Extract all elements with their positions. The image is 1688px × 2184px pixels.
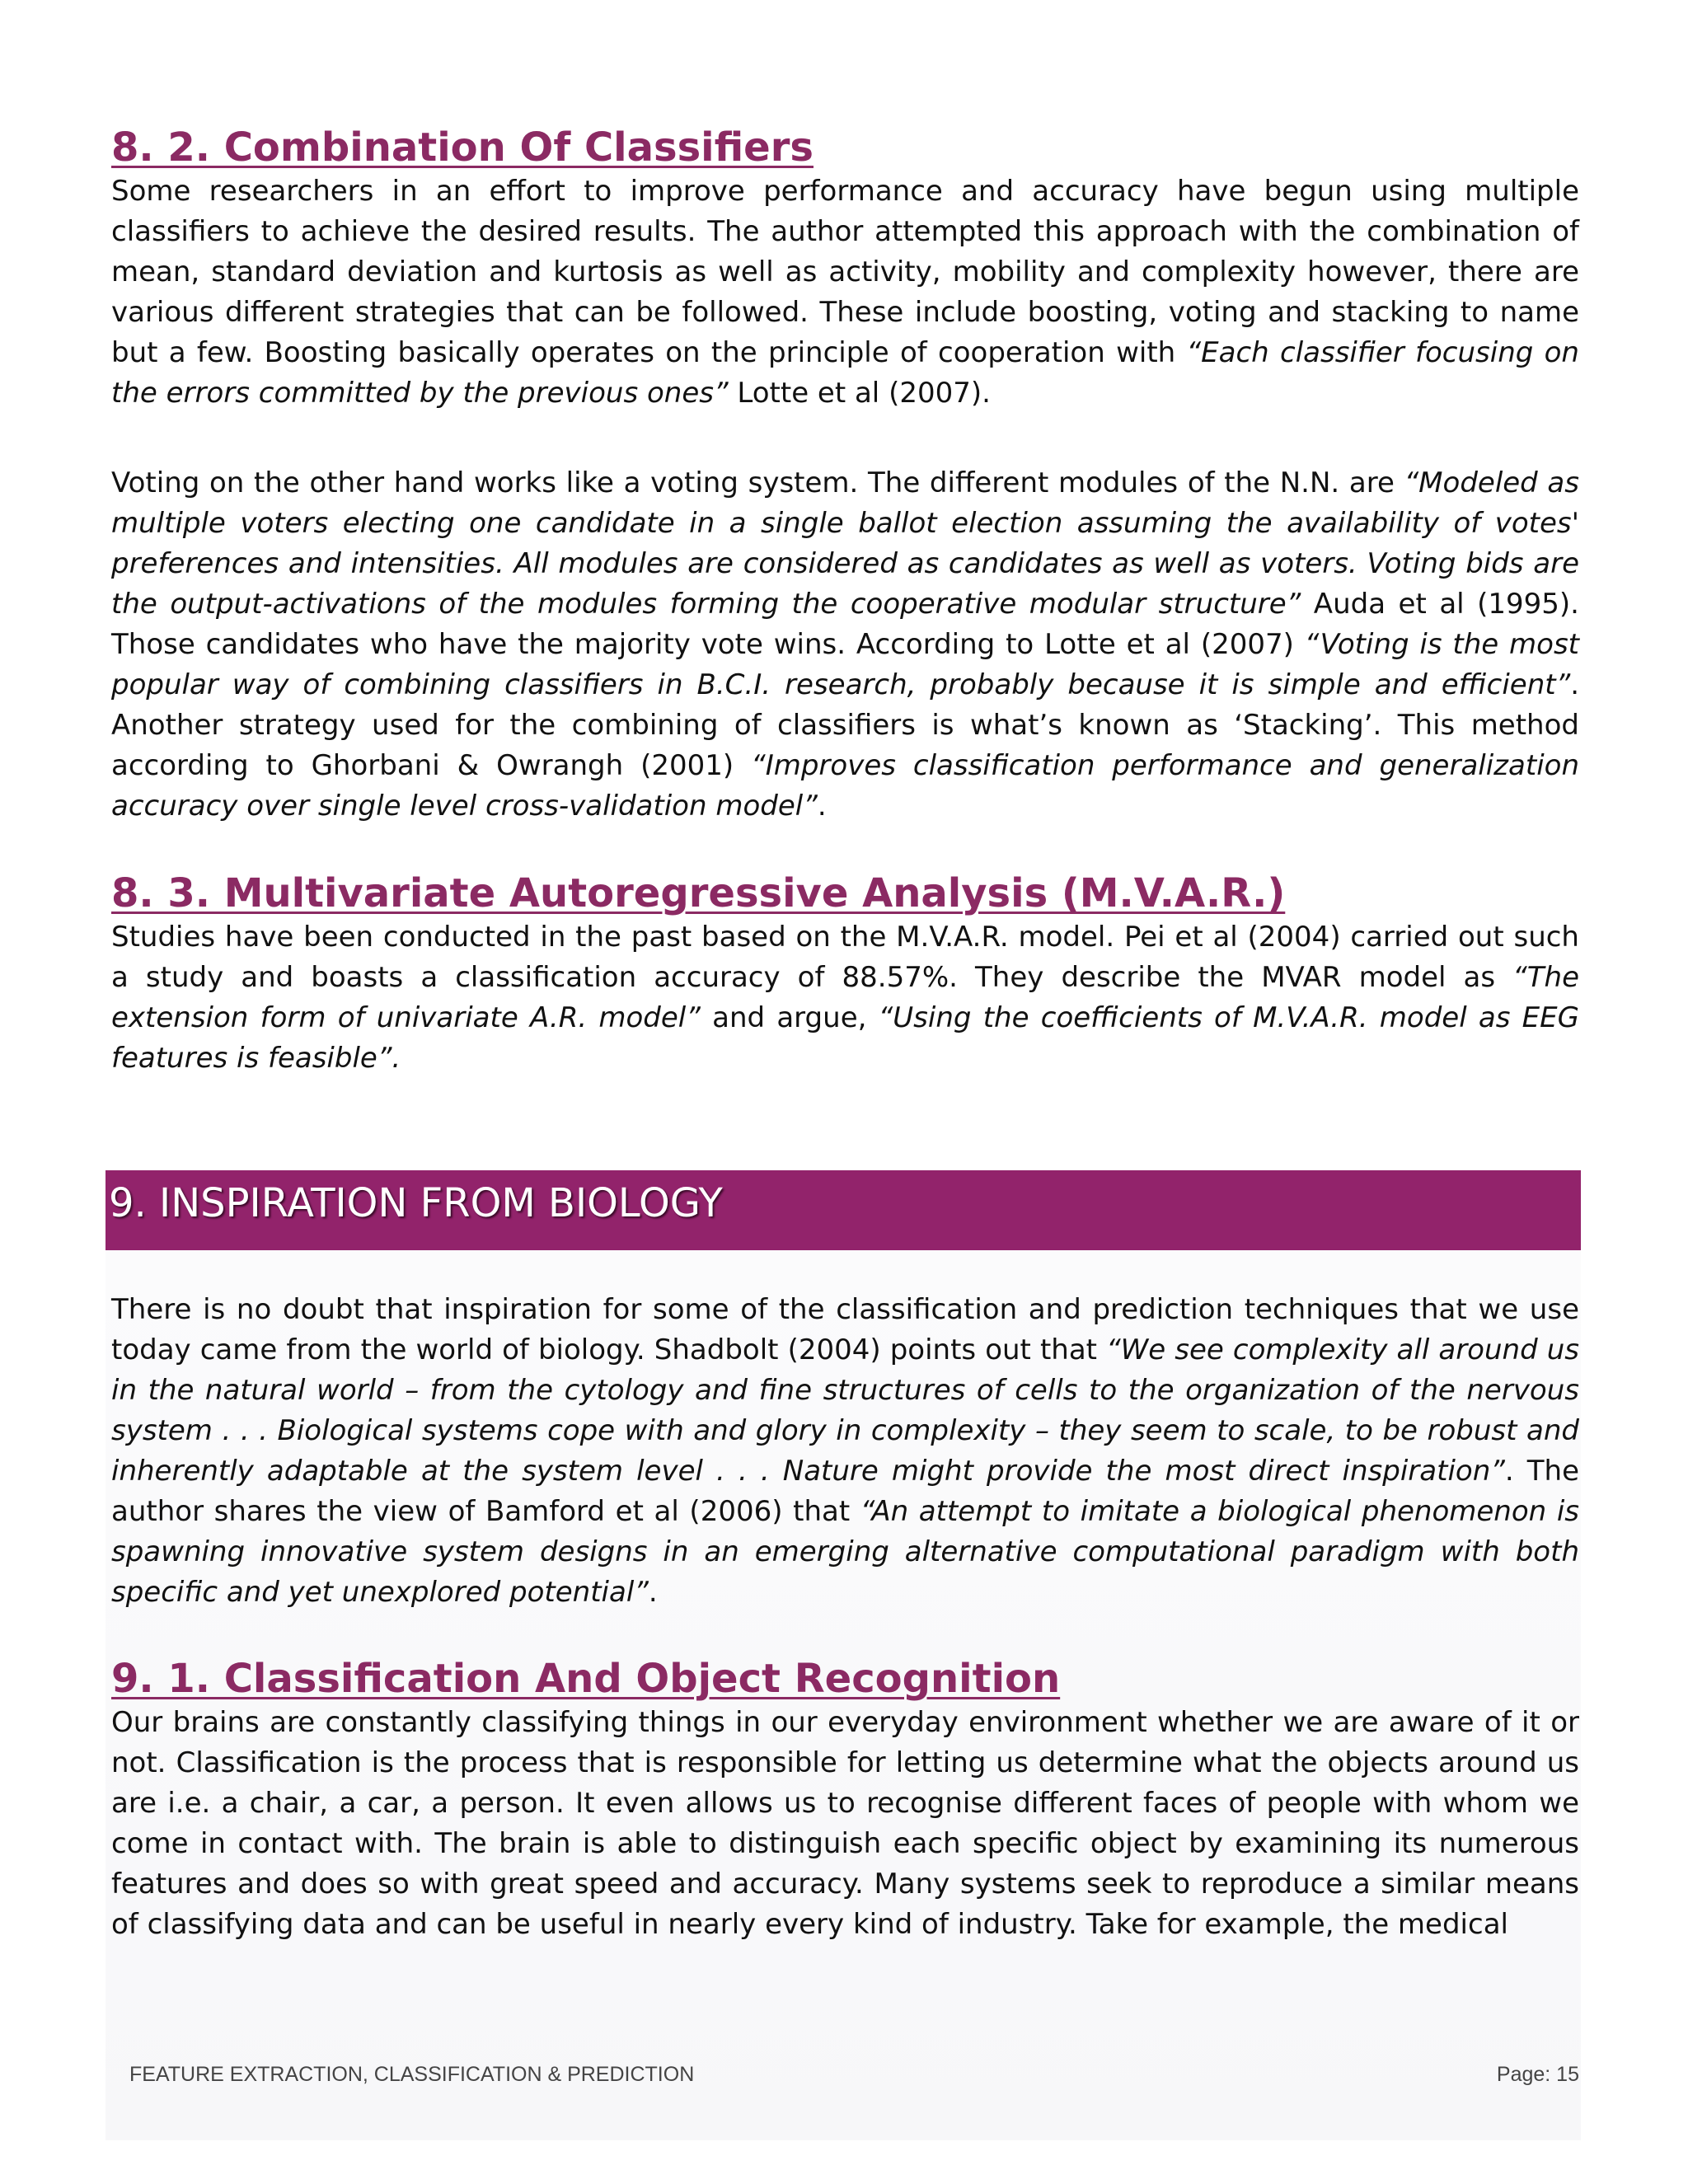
section-8-2-heading: 8. 2. Combination Of Classifiers bbox=[111, 124, 814, 171]
section-9-title: 9. INSPIRATION FROM BIOLOGY bbox=[109, 1180, 723, 1226]
section-9-paragraph: There is no doubt that inspiration for some of the classification and prediction techniques that we use today came from the world of biology. Shadbolt (2004) points out that “We see complexity all around us in the natural world – from the cytology and fine structures of cells to the organization of the nervous system . . . Biological systems cope with and glory in complexity – they seem to scale, to be robust and inherently adaptable at the system level . . . Nature might provide the most direct inspiration”. The author shares the view of Bamford et al (2006) that “An attempt to imitate a biological phenomenon is spawning innovative system designs in an emerging alternative computational paradigm with both specific and yet unexplored potential”. bbox=[111, 1293, 1579, 1609]
quote: “Improves classification performance and generalization accuracy over single level cross-validation model” bbox=[111, 749, 1579, 823]
section-8-3 bbox=[111, 869, 1579, 1079]
quote: “An attempt to imitate a biological phenomenon is spawning innovative system designs in an emerging alternative computational paradigm with both specific and yet unexplored potential” bbox=[111, 1495, 1579, 1609]
footer-title: FEATURE EXTRACTION, CLASSIFICATION & PREDICTION bbox=[129, 2063, 695, 2086]
section-8-3-paragraph: Studies have been conducted in the past based on the M.V.A.R. model. Pei et al (2004) carried out such a study and boasts a classification accuracy of 88.57%. They describe the MVAR model as “The extension form of univariate A.R. model” and argue, “Using the coefficients of M.V.A.R. model as EEG features is feasible”. bbox=[111, 921, 1579, 1075]
section-8-2 bbox=[111, 124, 1579, 414]
section-9-banner bbox=[106, 1170, 1581, 1250]
section-9-1 bbox=[111, 1655, 1579, 1945]
section-8-3-heading: 8. 3. Multivariate Autoregressive Analysis (M.V.A.R.) bbox=[111, 870, 1286, 916]
section-8-2-paragraph-1: Some researchers in an effort to improve performance and accuracy have begun using multiple classifiers to achieve the desired results. The author attempted this approach with the combination of mean, standard deviation and kurtosis as well as activity, mobility and complexity however, there are various different strategies that can be followed. These include boosting, voting and stacking to name but a few. Boosting basically operates on the principle of cooperation with “Each classifier focusing on the errors committed by the previous ones” Lotte et al (2007). bbox=[111, 175, 1579, 410]
page-number: Page: 15 bbox=[1496, 2063, 1579, 2086]
quote: “Each classifier focusing on the errors committed by the previous ones” bbox=[111, 336, 1579, 410]
section-9-1-paragraph: Our brains are constantly classifying things in our everyday environment whether we are aware of it or not. Classification is the process that is responsible for letting us determine what the objects around us are i.e. a chair, a car, a person. It even allows us to recognise different faces of people with whom we come in contact with. The brain is able to distinguish each specific object by examining its numerous features and does so with great speed and accuracy. Many systems seek to reproduce a similar means of classifying data and can be useful in nearly every kind of industry. Take for example, the medical bbox=[111, 1706, 1579, 1941]
section-9-intro bbox=[111, 1290, 1579, 1613]
section-8-2-paragraph-2: Voting on the other hand works like a voting system. The different modules of the N.N. are “Modeled as multiple voters electing one candidate in a single ballot election assuming the availability of votes' preferences and intensities. All modules are considered as candidates as well as voters. Voting bids are the output-activations of the modules forming the cooperative modular structure” Auda et al (1995). Those candidates who have the majority vote wins. According to Lotte et al (2007) “Voting is the most popular way of combining classifiers in B.C.I. research, probably because it is simple and efficient”. Another strategy used for the combining of classifiers is what’s known as ‘Stacking’. This method according to Ghorbani & Owrangh (2001) “Improves classification performance and generalization accuracy over single level cross-validation model”. bbox=[111, 466, 1580, 823]
quote: “Voting is the most popular way of combining classifiers in B.C.I. research, probably because it is simple and efficient” bbox=[111, 628, 1580, 701]
quote: “We see complexity all around us in the natural world – from the cytology and fine structures of cells to the organization of the nervous system . . . Biological systems cope with and glory in complexity – they seem to scale, to be robust and inherently adaptable at the system level . . . Nature might provide the most direct inspiration” bbox=[111, 1333, 1579, 1488]
quote: “Using the coefficients of M.V.A.R. model as EEG features is feasible”. bbox=[111, 1001, 1579, 1075]
quote: “The extension form of univariate A.R. model” bbox=[111, 961, 1579, 1034]
section-9-1-heading: 9. 1. Classification And Object Recognition bbox=[111, 1656, 1061, 1702]
quote: “Modeled as multiple voters electing one candidate in a single ballot election assuming the availability of votes' preferences and intensities. All modules are considered as candidates as well as voters. Voting bids are the output-activations of the modules forming the cooperative modular structure” bbox=[111, 466, 1579, 621]
section-8-2-voting bbox=[111, 463, 1579, 827]
